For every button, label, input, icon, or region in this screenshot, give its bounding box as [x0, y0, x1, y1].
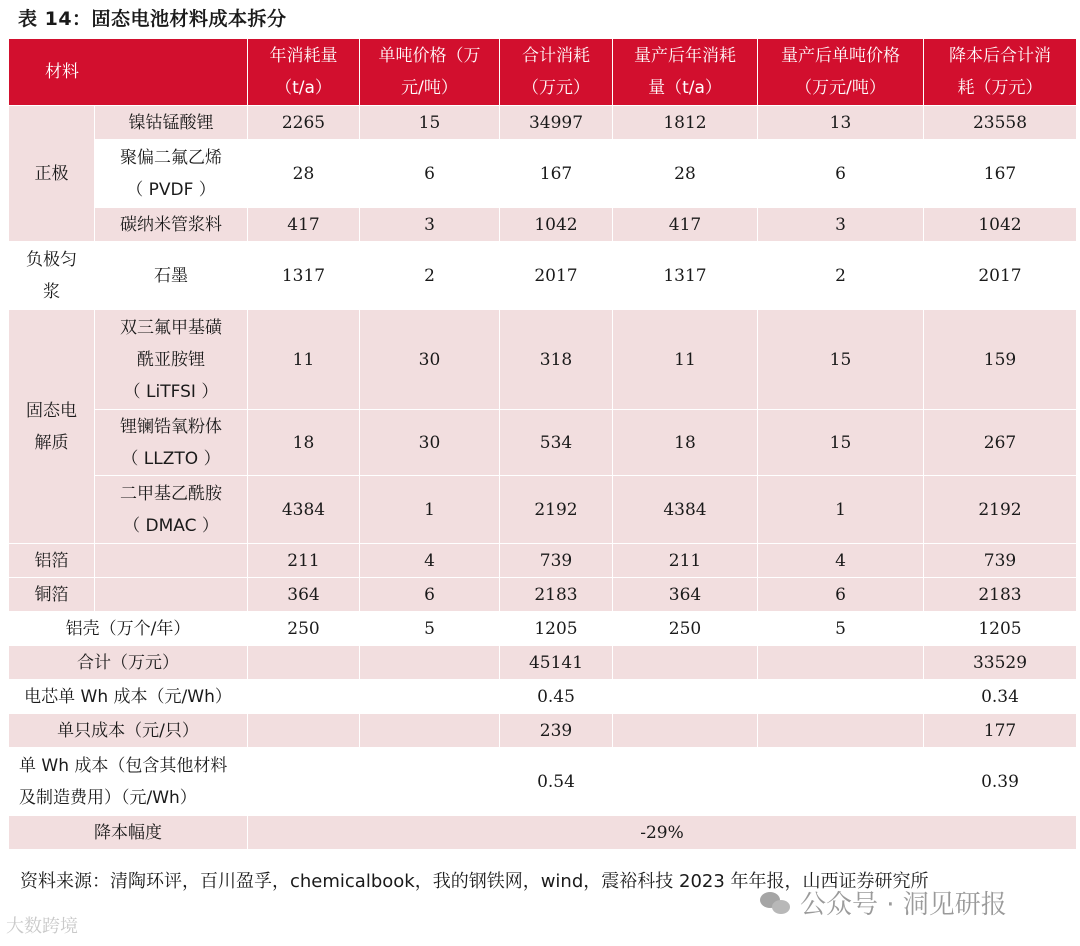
cell: 1205 [924, 612, 1077, 646]
cell: 5 [758, 612, 924, 646]
row-name: 镍钴锰酸锂 [95, 106, 248, 140]
cell: 30 [360, 410, 500, 476]
cell: 1317 [613, 242, 758, 310]
cell: 1812 [613, 106, 758, 140]
row-name: 碳纳米管浆料 [95, 208, 248, 242]
table-row [9, 476, 1077, 544]
cell: 28 [613, 140, 758, 208]
cell: 2183 [924, 578, 1077, 612]
summary-after: 0.34 [924, 680, 1077, 714]
cell: 1 [758, 476, 924, 544]
cell: 2265 [248, 106, 360, 140]
summary-total: 0.54 [500, 748, 613, 816]
cell: 318 [500, 310, 613, 410]
reduction-value: -29% [248, 816, 1077, 850]
table-header-row [9, 39, 1077, 106]
cell: 2183 [500, 578, 613, 612]
summary-label: 合计（万元） [9, 646, 248, 680]
table-row [9, 208, 1077, 242]
cell: 250 [613, 612, 758, 646]
cell: 364 [248, 578, 360, 612]
group-anode: 负极匀 浆 [9, 242, 95, 310]
table-row [9, 578, 1077, 612]
summary-total: 0.45 [500, 680, 613, 714]
cell: 30 [360, 310, 500, 410]
summary-label: 单 Wh 成本（包含其他材料 及制造费用）（元/Wh） [9, 748, 248, 816]
wechat-icon [760, 890, 792, 916]
watermark-right-text: 公众号 · 洞见研报 [800, 890, 1007, 920]
summary-after: 177 [924, 714, 1077, 748]
cell: 534 [500, 410, 613, 476]
row-name: 双三氟甲基磺 酰亚胺锂 （ LiTFSI ） [95, 310, 248, 410]
row-name: 铜箔 [9, 578, 95, 612]
cell: 2017 [924, 242, 1077, 310]
cell: 1042 [500, 208, 613, 242]
cell: 4384 [613, 476, 758, 544]
header-total-consumption: 合计消耗 （万元） [500, 39, 613, 106]
table-row [9, 410, 1077, 476]
reduction-row [9, 816, 1077, 850]
table-row [9, 310, 1077, 410]
cell: 2192 [500, 476, 613, 544]
cell: 34997 [500, 106, 613, 140]
cell: 739 [924, 544, 1077, 578]
row-name: 二甲基乙酰胺 （ DMAC ） [95, 476, 248, 544]
header-mass-unit-price: 量产后单吨价格 （万元/吨） [758, 39, 924, 106]
watermark-right [760, 884, 1007, 921]
cell: 13 [758, 106, 924, 140]
row-name: 铝壳（万个/年） [9, 612, 248, 646]
table-row [9, 106, 1077, 140]
cell: 11 [248, 310, 360, 410]
group-electrolyte: 固态电 解质 [9, 310, 95, 544]
table-row [9, 242, 1077, 310]
cell: 364 [613, 578, 758, 612]
summary-row [9, 748, 1077, 816]
header-reduced-total: 降本后合计消 耗（万元） [924, 39, 1077, 106]
cell [95, 544, 248, 578]
cell: 6 [758, 578, 924, 612]
summary-total: 239 [500, 714, 613, 748]
row-name: 石墨 [95, 242, 248, 310]
cell: 2 [360, 242, 500, 310]
summary-total: 45141 [500, 646, 613, 680]
cell: 267 [924, 410, 1077, 476]
cell: 159 [924, 310, 1077, 410]
header-unit-price: 单吨价格（万 元/吨） [360, 39, 500, 106]
table-row [9, 612, 1077, 646]
cell: 739 [500, 544, 613, 578]
table-row [9, 544, 1077, 578]
cell: 5 [360, 612, 500, 646]
cell: 211 [613, 544, 758, 578]
table-row [9, 140, 1077, 208]
cell: 2017 [500, 242, 613, 310]
row-name: 聚偏二氟乙烯 （ PVDF ） [95, 140, 248, 208]
cell: 417 [248, 208, 360, 242]
cell: 167 [924, 140, 1077, 208]
cell: 4 [758, 544, 924, 578]
summary-label: 电芯单 Wh 成本（元/Wh） [9, 680, 248, 714]
header-material: 材料 [9, 39, 248, 106]
cell: 15 [758, 310, 924, 410]
summary-after: 0.39 [924, 748, 1077, 816]
cell: 2 [758, 242, 924, 310]
cell: 3 [360, 208, 500, 242]
summary-after: 33529 [924, 646, 1077, 680]
cost-table [8, 38, 1077, 850]
cell: 15 [360, 106, 500, 140]
cell: 3 [758, 208, 924, 242]
cell: 211 [248, 544, 360, 578]
watermark-left: 大数跨境 [6, 916, 78, 937]
table-title: 表 14：固态电池材料成本拆分 [18, 8, 287, 30]
reduction-label: 降本幅度 [9, 816, 248, 850]
summary-label: 单只成本（元/只） [9, 714, 248, 748]
cell: 15 [758, 410, 924, 476]
cell: 2192 [924, 476, 1077, 544]
cell: 11 [613, 310, 758, 410]
cell: 18 [248, 410, 360, 476]
row-name: 铝箔 [9, 544, 95, 578]
cell: 1042 [924, 208, 1077, 242]
cell: 18 [613, 410, 758, 476]
cell: 6 [360, 578, 500, 612]
cell: 417 [613, 208, 758, 242]
cell: 28 [248, 140, 360, 208]
summary-row [9, 646, 1077, 680]
cell: 1205 [500, 612, 613, 646]
header-mass-annual-consumption: 量产后年消耗 量（t/a） [613, 39, 758, 106]
group-cathode: 正极 [9, 106, 95, 242]
cell: 6 [360, 140, 500, 208]
cell: 23558 [924, 106, 1077, 140]
summary-row [9, 714, 1077, 748]
cell: 1 [360, 476, 500, 544]
row-name: 锂镧锆氧粉体 （ LLZTO ） [95, 410, 248, 476]
cell: 1317 [248, 242, 360, 310]
cell: 6 [758, 140, 924, 208]
header-annual-consumption: 年消耗量 （t/a） [248, 39, 360, 106]
cell: 4 [360, 544, 500, 578]
cell: 167 [500, 140, 613, 208]
cell: 4384 [248, 476, 360, 544]
cell: 250 [248, 612, 360, 646]
cell [95, 578, 248, 612]
summary-row [9, 680, 1077, 714]
source-note: 资料来源：清陶环评，百川盈孚，chemicalbook，我的钢铁网，wind，震裕科技 2023 年年报，山西证券研究所 [20, 871, 929, 892]
